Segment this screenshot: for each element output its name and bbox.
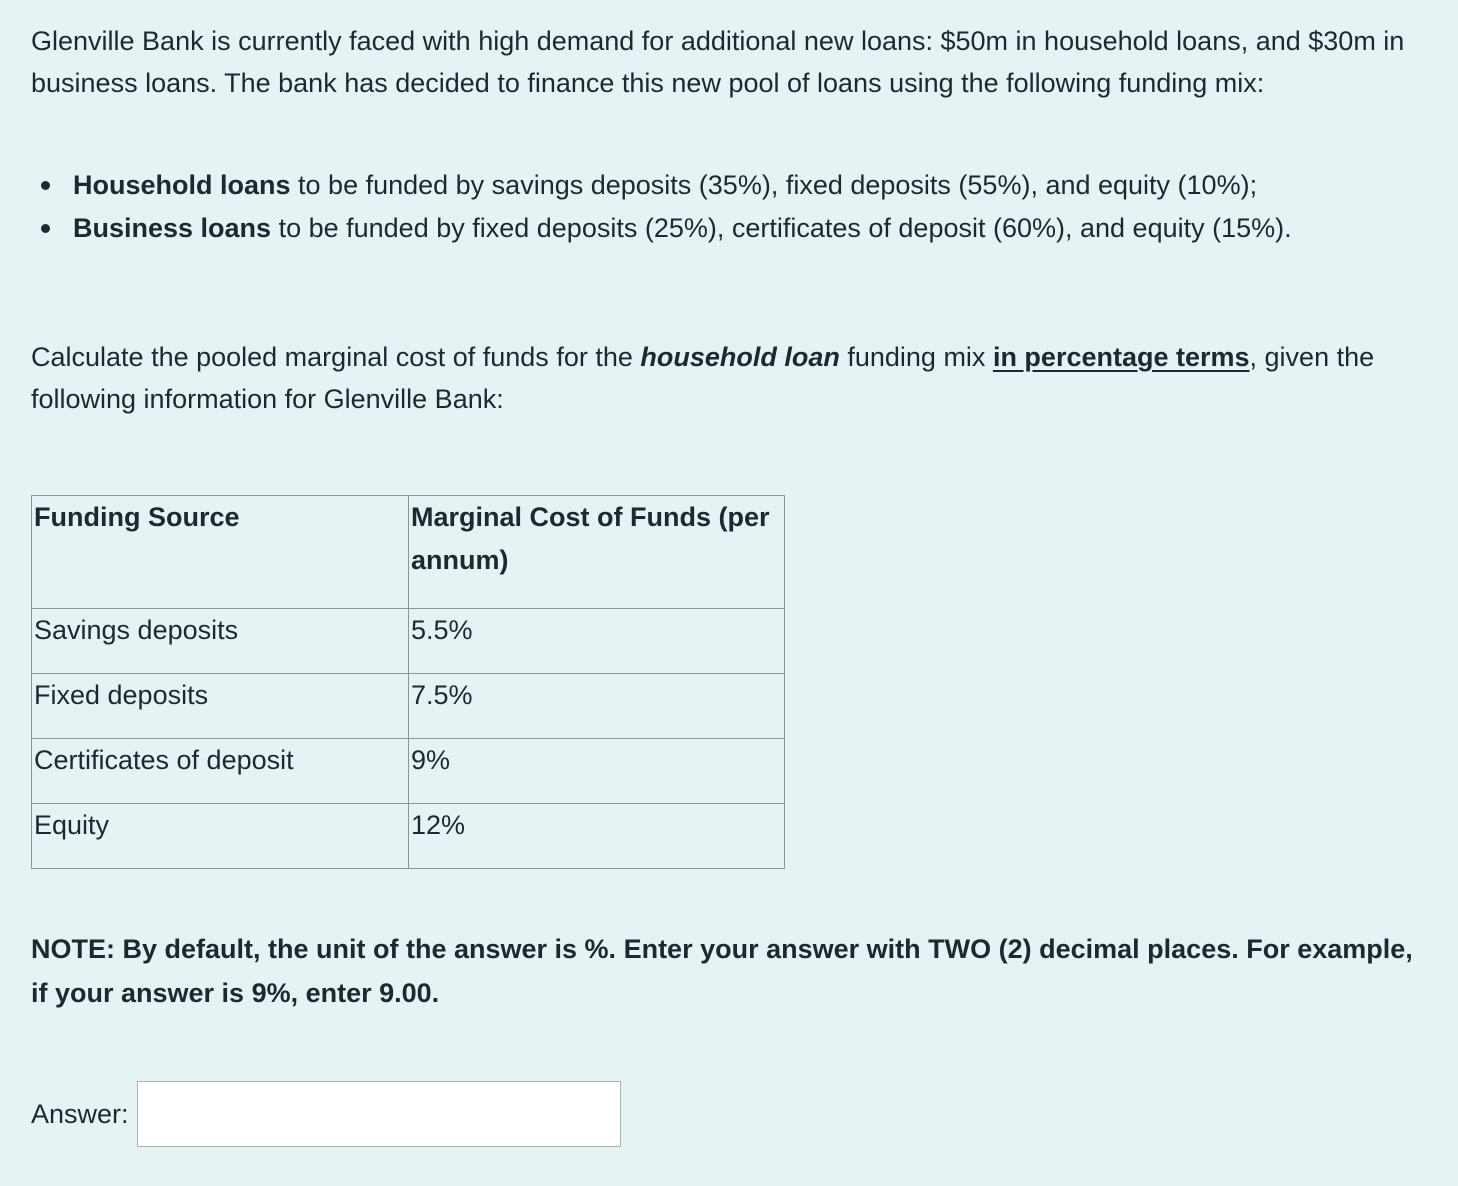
funding-source-cell: Savings deposits [32,609,409,674]
answer-format-note: NOTE: By default, the unit of the answer is %. Enter your answer with TWO (2) decimal places. For example, if your answer is 9%, enter 9.00. [31,934,1413,1008]
cost-cell: 9% [409,739,785,804]
funding-source-cell: Certificates of deposit [32,739,409,804]
list-item-bold: Household loans [73,170,291,200]
cost-cell: 12% [409,804,785,869]
answer-label: Answer: [31,1099,129,1129]
header-funding-source: Funding Source [32,496,409,609]
table-row [32,609,785,674]
list-item-text: to be funded by savings deposits (35%), fixed deposits (55%), and equity (10%); [290,170,1258,200]
header-marginal-cost: Marginal Cost of Funds (per annum) [409,496,785,609]
cost-cell: 5.5% [409,609,785,674]
funding-cost-table [31,495,785,869]
funding-source-cell: Fixed deposits [32,674,409,739]
list-item [31,207,1292,250]
prompt-emphasis: household loan [640,342,840,372]
prompt-text: Calculate the pooled marginal cost of funds for the [31,342,641,372]
answer-row [31,1081,621,1147]
list-item-bold: Business loans [73,213,272,243]
bullet-dot [41,224,50,233]
funding-source-cell: Equity [32,804,409,869]
cost-cell: 7.5% [409,674,785,739]
table-row [32,804,785,869]
answer-input[interactable] [137,1081,621,1147]
prompt-underlined: in percentage terms [992,342,1250,372]
table-row [32,674,785,739]
intro-text: Glenville Bank is currently faced with high demand for additional new loans: $50m in household loans, and $30m in business loans. The bank has decided to finance this new pool of loans using the following funding mix: [31,26,1405,98]
funding-mix-list [31,164,1292,250]
question-prompt [31,336,1431,420]
list-item [31,164,1292,207]
bullet-dot [41,181,50,190]
list-item-text: to be funded by fixed deposits (25%), certificates of deposit (60%), and equity (15%). [271,213,1292,243]
prompt-text: funding mix [839,342,993,372]
prompt-text: , given the following information for Glenville Bank: [31,342,1375,414]
table-row [32,739,785,804]
table-header-row [32,496,785,609]
